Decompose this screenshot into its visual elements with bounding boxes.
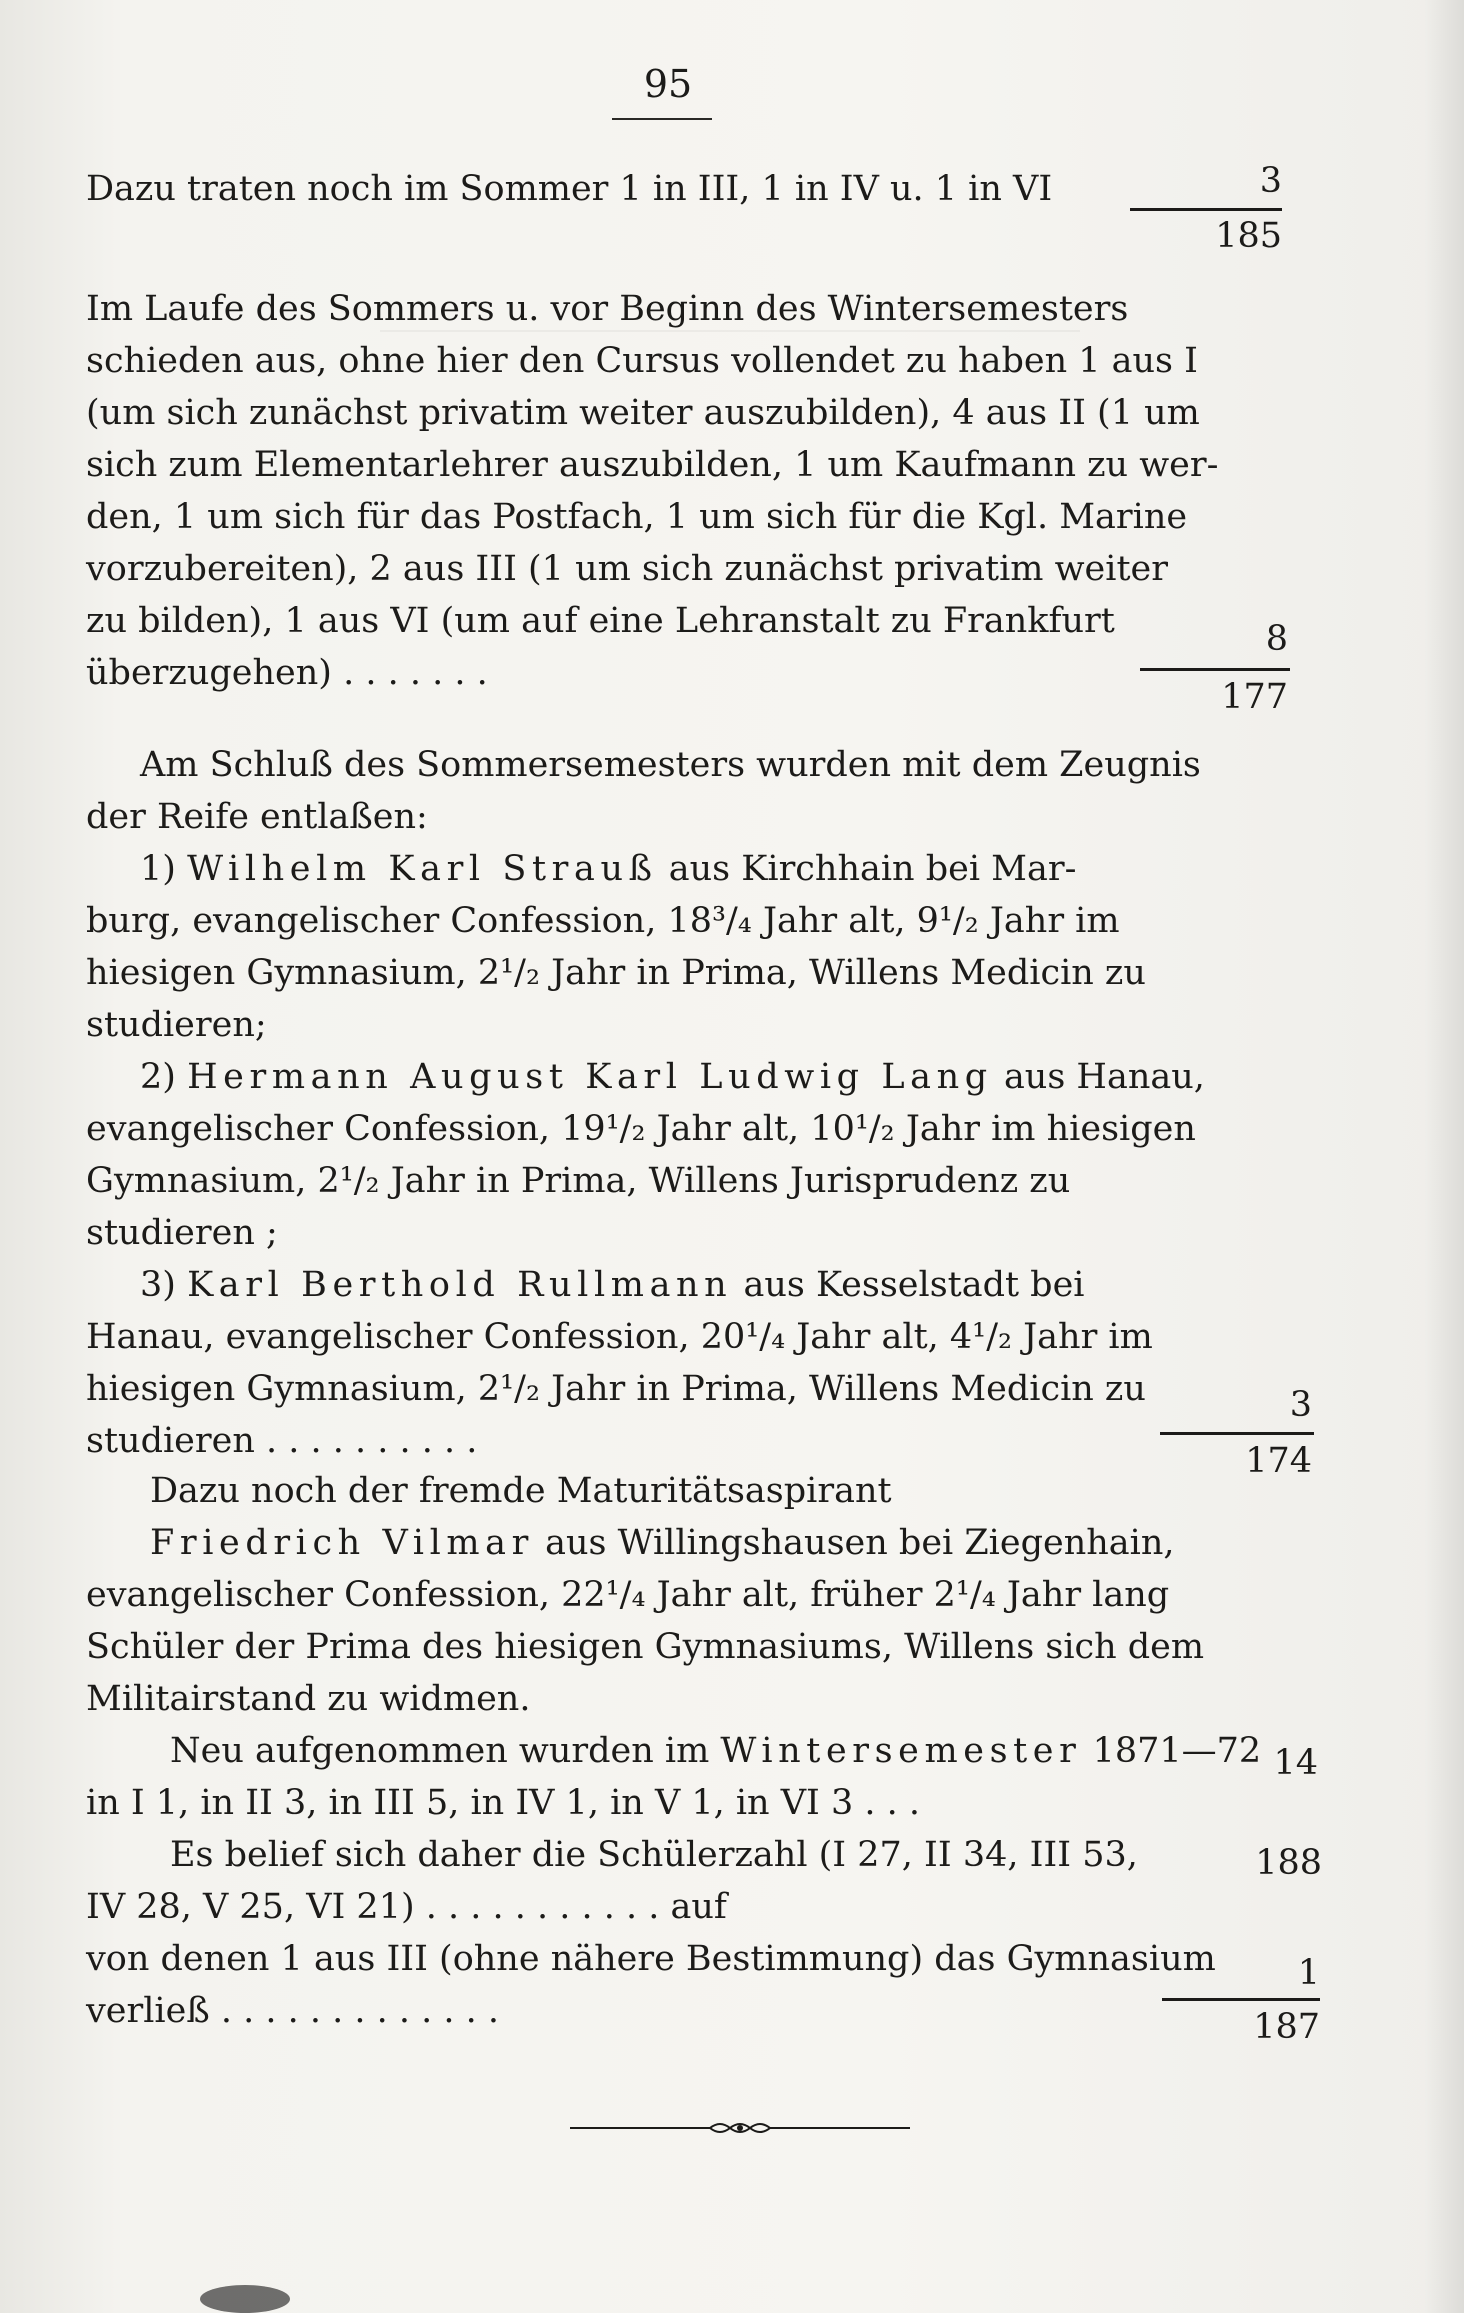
text-span: 1871—72 — [1081, 1731, 1262, 1771]
person-name: Karl Berthold Rullmann — [187, 1265, 733, 1305]
text-line — [140, 848, 1340, 890]
figure-188: 188 — [1255, 1843, 1322, 1883]
ornament-divider — [560, 2118, 920, 2138]
figure-177: 177 — [1221, 677, 1288, 717]
text-span: aus Hanau, — [992, 1057, 1205, 1097]
text-line: von denen 1 aus III (ohne nähere Bestimmung) das Gymnasium — [86, 1939, 1216, 1979]
text-line — [140, 1264, 1340, 1306]
text-line: studieren . . . . . . . . . . — [86, 1421, 478, 1461]
text-line: vorzubereiten), 2 aus III (1 um sich zunächst privatim weiter — [86, 549, 1168, 589]
text-span: aus Willingshausen bei Ziegenhain, — [533, 1523, 1175, 1563]
text-line: den, 1 um sich für das Postfach, 1 um sich für die Kgl. Marine — [86, 497, 1188, 537]
person-name: Wilhelm Karl Strauß — [187, 849, 658, 889]
figure-187: 187 — [1253, 2007, 1320, 2047]
sum-rule — [1130, 208, 1282, 211]
figure-14: 14 — [1273, 1743, 1318, 1783]
text-line: verließ . . . . . . . . . . . . . — [86, 1991, 499, 2031]
figure-185: 185 — [1215, 216, 1282, 256]
text-line: studieren; — [86, 1005, 267, 1045]
text-line: hiesigen Gymnasium, 2¹/₂ Jahr in Prima, Willens Medicin zu — [86, 1369, 1146, 1409]
page-gutter-shadow — [1424, 0, 1464, 2313]
text-line: in I 1, in II 3, in III 5, in IV 1, in V 1, in VI 3 . . . — [86, 1783, 920, 1823]
text-line: zu bilden), 1 aus VI (um auf eine Lehranstalt zu Frankfurt — [86, 601, 1115, 641]
list-marker: 2) — [140, 1057, 188, 1097]
sum-rule — [1162, 1998, 1320, 2001]
figure-174: 174 — [1245, 1441, 1312, 1481]
text-line: Im Laufe des Sommers u. vor Beginn des Wintersemesters — [86, 289, 1129, 329]
text-line: überzugehen) . . . . . . . — [86, 653, 488, 693]
text-line: Dazu traten noch im Sommer 1 in III, 1 in IV u. 1 in VI — [86, 169, 1053, 209]
figure-8: 8 — [1265, 619, 1288, 659]
figure-3b: 3 — [1289, 1385, 1312, 1425]
text-line: Schüler der Prima des hiesigen Gymnasiums, Willens sich dem — [86, 1627, 1205, 1667]
text-line: Am Schluß des Sommersemesters wurden mit dem Zeugnis — [140, 745, 1201, 785]
text-line: sich zum Elementarlehrer auszubilden, 1 um Kaufmann zu wer- — [86, 445, 1219, 485]
figure-1: 1 — [1297, 1953, 1320, 1993]
text-line: (um sich zunächst privatim weiter auszubilden), 4 aus II (1 um — [86, 393, 1200, 433]
text-line: studieren ; — [86, 1213, 278, 1253]
text-line: evangelischer Confession, 22¹/₄ Jahr alt, früher 2¹/₄ Jahr lang — [86, 1575, 1170, 1615]
text-span: Neu aufgenommen wurden im — [170, 1731, 721, 1771]
text-line — [150, 1522, 1350, 1564]
figure-3a: 3 — [1259, 161, 1282, 201]
list-marker: 3) — [140, 1265, 188, 1305]
text-line — [140, 1056, 1340, 1098]
text-line: hiesigen Gymnasium, 2¹/₂ Jahr in Prima, Willens Medicin zu — [86, 953, 1146, 993]
text-line: evangelischer Confession, 19¹/₂ Jahr alt, 10¹/₂ Jahr im hiesigen — [86, 1109, 1196, 1149]
list-marker: 1) — [140, 849, 188, 889]
person-name: Friedrich Vilmar — [150, 1523, 534, 1563]
text-line: der Reife entlaßen: — [86, 797, 428, 837]
text-span: aus Kirchhain bei Mar- — [657, 849, 1077, 889]
text-line: Militairstand zu widmen. — [86, 1679, 531, 1719]
ink-smudge — [200, 2285, 290, 2313]
page-number: 95 — [643, 62, 693, 106]
page-number-rule — [612, 118, 712, 120]
text-line: Es belief sich daher die Schülerzahl (I 27, II 34, III 53, — [170, 1835, 1138, 1875]
text-line: burg, evangelischer Confession, 18³/₄ Jahr alt, 9¹/₂ Jahr im — [86, 901, 1120, 941]
text-line: Gymnasium, 2¹/₂ Jahr in Prima, Willens Jurisprudenz zu — [86, 1161, 1071, 1201]
text-line: Dazu noch der fremde Maturitätsaspirant — [150, 1471, 892, 1511]
sum-rule — [1160, 1432, 1314, 1435]
person-name: Hermann August Karl Ludwig Lang — [187, 1057, 993, 1097]
text-span: aus Kesselstadt bei — [732, 1265, 1085, 1305]
text-line: IV 28, V 25, VI 21) . . . . . . . . . . . auf — [86, 1887, 727, 1927]
text-line: schieden aus, ohne hier den Cursus vollendet zu haben 1 aus I — [86, 341, 1198, 381]
text-line: Hanau, evangelischer Confession, 20¹/₄ Jahr alt, 4¹/₂ Jahr im — [86, 1317, 1153, 1357]
sum-rule — [1140, 668, 1290, 671]
emphasis-span: Wintersemester — [720, 1731, 1082, 1771]
